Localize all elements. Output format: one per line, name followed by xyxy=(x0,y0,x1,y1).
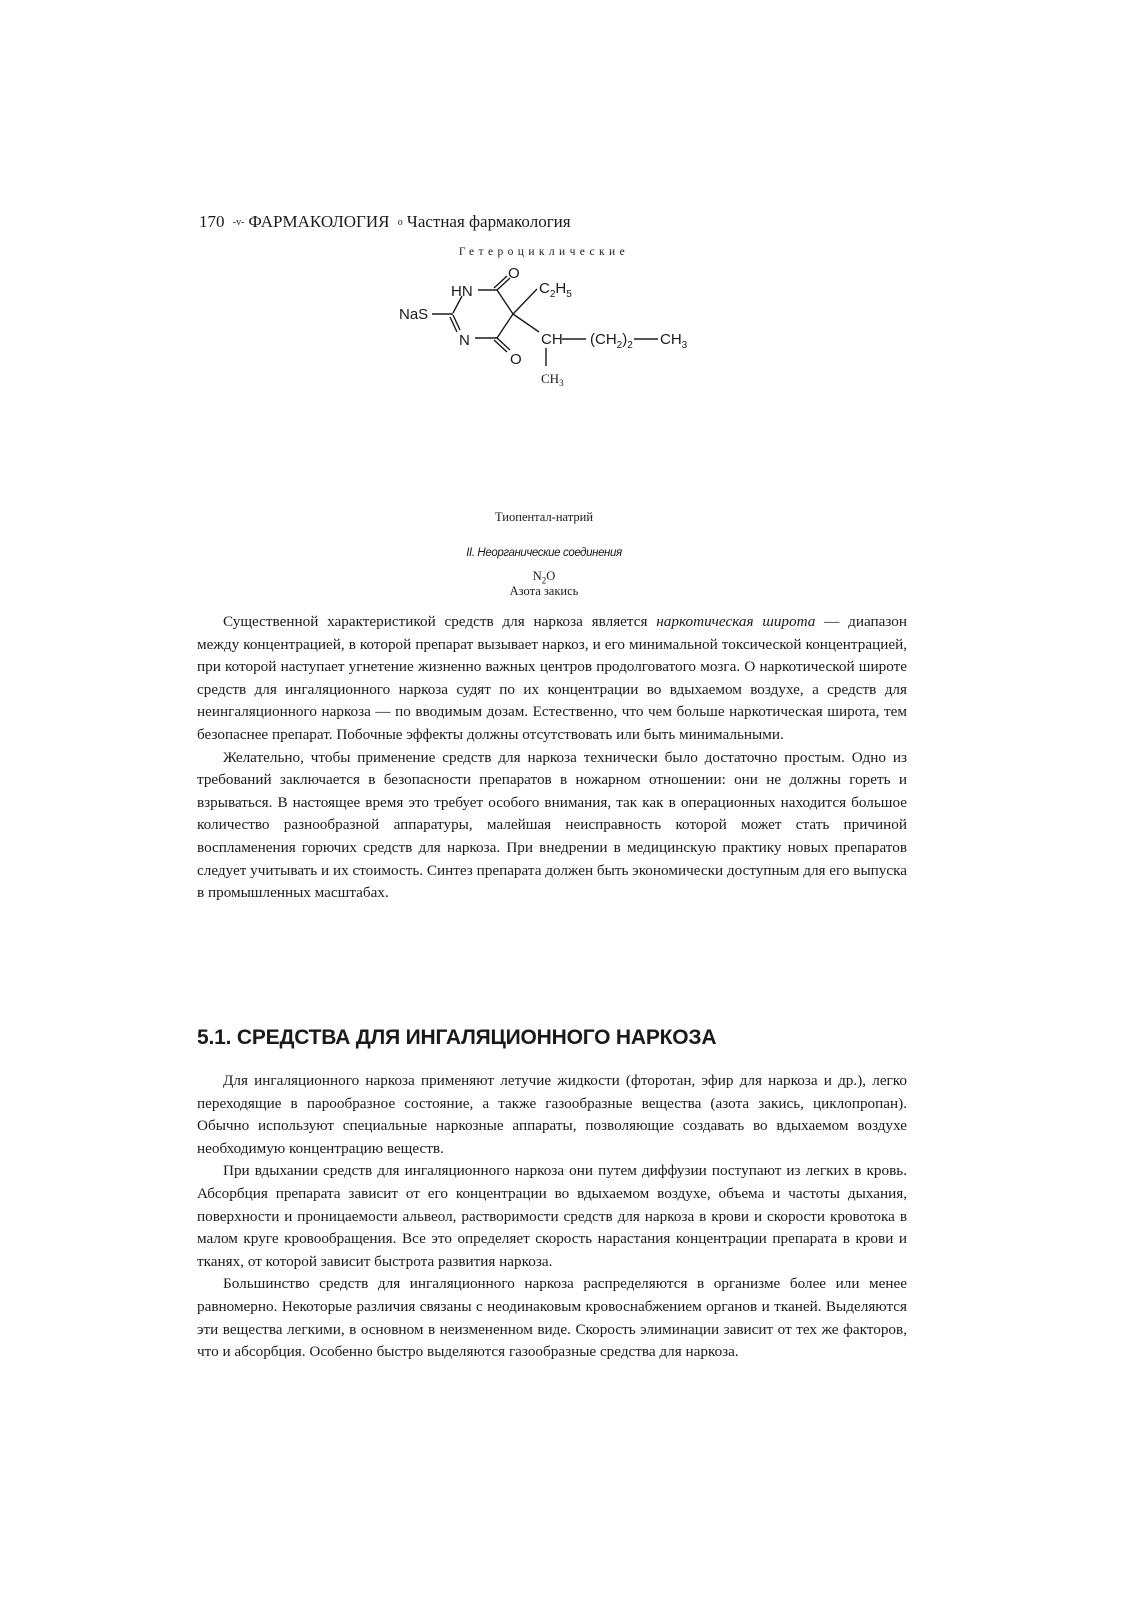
running-header xyxy=(199,212,571,232)
header-separator: о xyxy=(397,217,403,228)
group-ethyl: $C_2H_5$ xyxy=(539,280,572,300)
section-text xyxy=(197,1070,907,1364)
thiopental-structure-diagram xyxy=(396,262,706,390)
inorganic-compounds-label: II. Неорганические соединения xyxy=(466,547,622,559)
compound-name: Тиопентал-натрий xyxy=(494,510,594,524)
page-number: 170 xyxy=(199,212,225,231)
bond-c4-c5 xyxy=(497,290,513,314)
atom-hn: HN xyxy=(451,283,473,300)
paragraph: Существенной характеристикой средств для наркоза является наркотическая широта — диапазон между концентрацией, в которой препарат вызывает наркоз, и его минимальной токсической концентрацией, при которой наступает угнетение жизненно важных центров продолговатого мозга. О наркотической широте средств для ингаляционного наркоза судят по их концентрации во вдыхаемом воздухе, а средств для неингаляционного наркоза — по вводимым дозам. Естественно, что чем больше наркотическая широта, тем безопаснее препарат. Побочные эффекты должны отсутствовать или быть минимальными. xyxy=(197,613,908,743)
bond-c5-c6 xyxy=(497,314,513,338)
term-narcotic-breadth: наркотическая широта xyxy=(656,613,816,630)
atom-nas: NaS xyxy=(399,306,429,323)
atom-o-bottom: O xyxy=(510,351,522,368)
section-heading: 5.1. СРЕДСТВА ДЛЯ ИНГАЛЯЦИОННОГО НАРКОЗА xyxy=(197,1026,717,1049)
nitrous-oxide-formula: $N_2O$ xyxy=(532,569,556,586)
intro-text xyxy=(197,611,907,905)
header-separator: -v- xyxy=(232,217,245,228)
group-ch3-right: $CH_3$ xyxy=(660,331,688,351)
atom-ch: CH xyxy=(541,331,563,348)
paragraph: При вдыхании средств для ингаляционного наркоза они путем диффузии поступают из легких в кровь. Абсорбция препарата зависит от его концентрации во вдыхаемом воздухе, объема и частоты дыхания, поверхности и проницаемости альвеол, растворимости средств для наркоза в крови и скорости кровотока в малом круге кровообращения. Все это определяет скорость нарастания концентрации препарата в крови и тканях, от которой зависит быстрота развития наркоза. xyxy=(197,1162,907,1270)
bond-c5-ethyl xyxy=(513,289,537,314)
bond-n-c2 xyxy=(453,315,460,330)
atom-o-top: O xyxy=(508,265,520,282)
bond-n-c2-double xyxy=(450,317,457,332)
group-ch3-bottom: $CH_3$ xyxy=(541,371,564,388)
part-title: Частная фармакология xyxy=(406,212,571,231)
book-title: ФАРМАКОЛОГИЯ xyxy=(248,212,390,231)
bond-c5-ch xyxy=(513,314,539,332)
atom-n: N xyxy=(459,332,470,349)
paragraph: Для ингаляционного наркоза применяют летучие жидкости (фторотан, эфир для наркоза и др.), легко переходящие в парообразное состояние, а также газообразные вещества (азота закись, циклопропан). Обычно используют специальные наркозные аппараты, позволяющие создавать во вдыхаемом воздухе необходимую концентрацию веществ. xyxy=(197,1072,907,1157)
figure-group-label: Гетероциклические xyxy=(458,246,630,258)
paragraph: Желательно, чтобы применение средств для наркоза технически было достаточно простым. Одно из требований заключается в безопасности препаратов в ножарном отношении: они не должны гореть и взрываться. В настоящее время это требует особого внимания, так как в операционных находится большое количество разнообразной аппаратуры, малейшая неисправность которой может стать причиной воспламенения горючих средств для наркоза. При внедрении в медицинскую практику новых препаратов следует учитывать и их стоимость. Синтез препарата должен быть экономически доступным для его выпуска в промышленных масштабах. xyxy=(197,748,908,902)
paragraph: Большинство средств для ингаляционного наркоза распределяются в организме более или менее равномерно. Некоторые различия связаны с неодинаковым кровоснабжением органов и тканей. Выделяются эти вещества легкими, в основном в неизмененном виде. Скорость элиминации зависит от тех же факторов, что и абсорбция. Особенно быстро выделяются газообразные средства для наркоза. xyxy=(197,1275,907,1361)
nitrous-oxide-name: Азота закись xyxy=(509,584,579,598)
group-ch2: $(CH_2)_2$ xyxy=(590,331,633,351)
